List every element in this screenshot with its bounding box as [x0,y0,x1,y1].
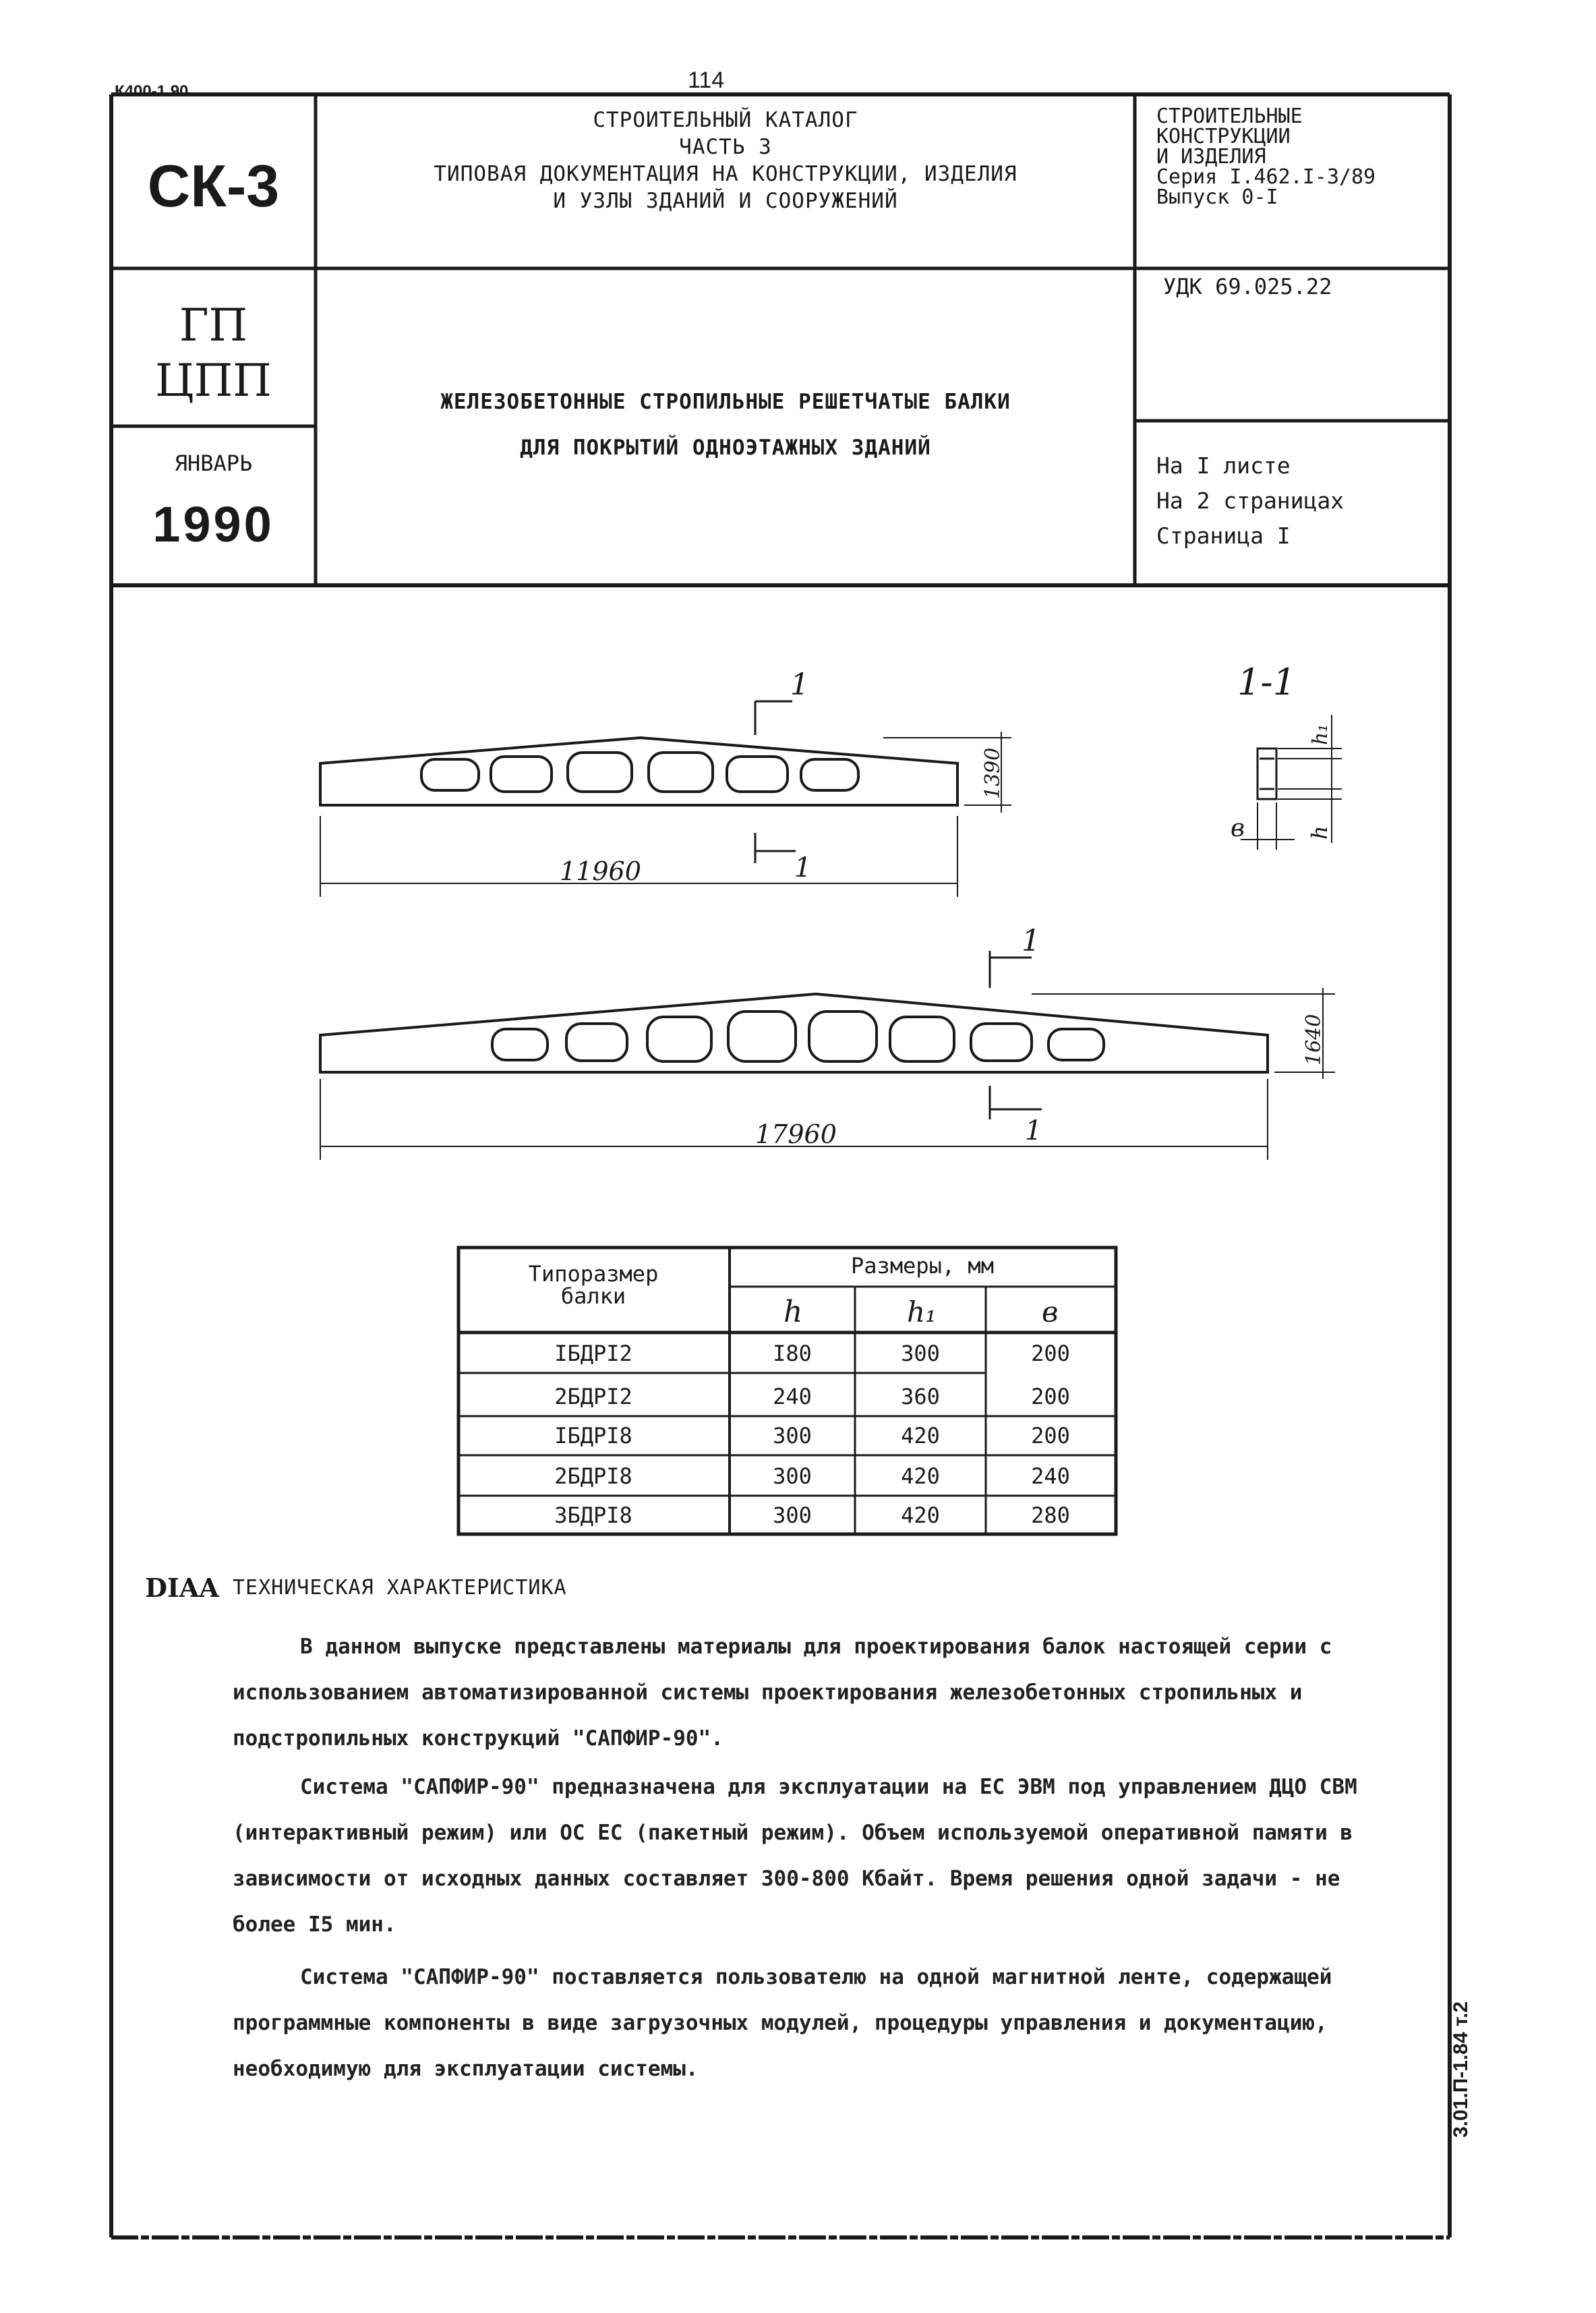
beam-2-length: 17960 [755,1119,837,1149]
table-row [554,1423,1070,1448]
side-code: 3.01.П-1.84 т.2 [1450,2001,1472,2138]
beam-1-height: 1390 [981,747,1005,799]
beam-1-opening [727,757,788,792]
beam-2-opening [809,1012,877,1061]
year-label: 1990 [152,496,274,552]
beam-1-opening [568,753,632,792]
row-h1: 300 [901,1341,940,1366]
month-label: ЯНВАРЬ [174,450,253,476]
beam-2-opening [492,1029,548,1060]
beam-1-opening [801,759,858,790]
section-code: DIAA [145,1573,219,1603]
paragraph-2: Система "САПФИР-90" предназначена для эксплуатации на ЕС ЭВМ под управлением ДЦО СВМ (интерактивный режим) или ОС ЕС (пакетный режим). Объем используемой оперативной памяти в зависимости от исходных данных составляет 300-800 Кбайт. Время решения одной задачи - не более I5 мин. [233,1775,1357,1937]
table-sub-h1: h₁ [907,1295,937,1328]
catalog-line: ЧАСТЬ 3 [679,135,772,159]
sheet-line: Страница I [1156,523,1291,549]
beam-2-opening [566,1024,627,1061]
table-sub-h: h [784,1295,803,1329]
section-title: 1-1 [1237,661,1296,703]
row-h: 300 [773,1423,812,1448]
row-b: 200 [1031,1341,1070,1366]
beam-1-length: 11960 [560,856,641,886]
sk-label: СК-3 [147,152,280,219]
catalog-title [318,107,1133,214]
series-line: КОНСТРУКЦИИ [1156,125,1291,148]
section-dim-h: h [1307,825,1332,840]
table-row [554,1463,1070,1489]
row-h1: 420 [901,1502,940,1528]
beam-1-opening [649,753,713,792]
title-line: ЖЕЛЕЗОБЕТОННЫЕ СТРОПИЛЬНЫЕ РЕШЕТЧАТЫЕ БАЛКИ [440,390,1011,414]
table-col-type: Типоразмер [528,1261,659,1287]
row-name: 3БДРI8 [554,1502,632,1528]
row-name: IБДРI8 [554,1423,632,1448]
beam-1-opening [421,759,479,790]
section-heading: ТЕХНИЧЕСКАЯ ХАРАКТЕРИСТИКА [233,1576,567,1600]
table-sub-b: в [1042,1295,1059,1328]
row-h: I80 [773,1341,812,1366]
section-dim-b: в [1231,815,1245,842]
gp-label: ГП [179,299,248,351]
catalog-line: И УЗЛЫ ЗДАНИЙ И СООРУЖЕНИЙ [553,189,898,213]
sheet-info [1156,448,1440,554]
row-h1: 420 [901,1423,940,1448]
row-name: 2БДРI8 [554,1463,632,1489]
beam-2-opening [971,1024,1032,1061]
row-h1: 420 [901,1463,940,1489]
row-b: 240 [1031,1463,1070,1489]
beam-2-opening [890,1017,954,1061]
series-line: СТРОИТЕЛЬНЫЕ [1156,105,1303,128]
catalog-line: ТИПОВАЯ ДОКУМЕНТАЦИЯ НА КОНСТРУКЦИИ, ИЗДЕЛИЯ [434,162,1017,186]
table-col-sizes: Размеры, мм [851,1253,994,1279]
table-row [554,1384,1070,1409]
table-col-type: балки [560,1283,626,1309]
row-b: 200 [1031,1423,1070,1448]
document-title [318,379,1133,471]
title-line: ДЛЯ ПОКРЫТИЙ ОДНОЭТАЖНЫХ ЗДАНИЙ [520,436,931,460]
sheet-line: На I листе [1156,452,1291,479]
cut-mark-label: 1 [1025,1115,1042,1146]
beam-2-height: 1640 [1302,1014,1326,1065]
cut-mark-label: 1 [1022,924,1040,958]
table-row [554,1341,1070,1366]
row-b: 280 [1031,1502,1070,1528]
doc-code: К400-1.90 [115,82,189,100]
row-h: 240 [773,1384,812,1409]
cut-mark-label: 1 [790,668,809,702]
row-h1: 360 [901,1384,940,1409]
section-dim-h1: h₁ [1309,724,1332,745]
series-info [1156,107,1440,208]
paragraph-1: В данном выпуске представлены материалы для проектирования балок настоящей серии с использованием автоматизированной системы проектирования железобетонных стропильных и подстропильных конструкций "САПФИР-90". [233,1635,1332,1751]
beam-2-outline [320,994,1268,1072]
beam-2-opening [647,1017,711,1061]
beam-2-opening [728,1012,796,1061]
row-h: 300 [773,1502,812,1528]
row-name: 2БДРI2 [554,1384,632,1409]
beam-1-drawing [320,701,1011,897]
cut-mark-label: 1 [794,852,812,883]
series-line: И ИЗДЕЛИЯ [1156,145,1266,169]
sheet-line: На 2 страницах [1156,488,1344,514]
udk-code: УДК 69.025.22 [1163,274,1332,299]
row-b: 200 [1031,1384,1070,1409]
row-name: IБДРI2 [554,1341,632,1366]
beam-1-outline [320,738,957,805]
paragraph-3: Система "САПФИР-90" поставляется пользователю на одной магнитной ленте, содержащей программные компоненты в виде загрузочных модулей, процедуры управления и документацию, необходимую для эксплуатации системы. [233,1965,1332,2081]
catalog-line: СТРОИТЕЛЬНЫЙ КАТАЛОГ [593,108,858,132]
section-outline [1258,749,1276,799]
series-line: Серия I.462.I-3/89 [1156,165,1376,189]
beam-1-opening [491,757,552,792]
beam-2-opening [1048,1029,1104,1060]
series-line: Выпуск 0-I [1156,185,1278,209]
row-h: 300 [773,1463,812,1489]
table-row [554,1502,1070,1528]
cpp-label: ЦПП [155,355,272,407]
page-number: 114 [688,67,725,93]
